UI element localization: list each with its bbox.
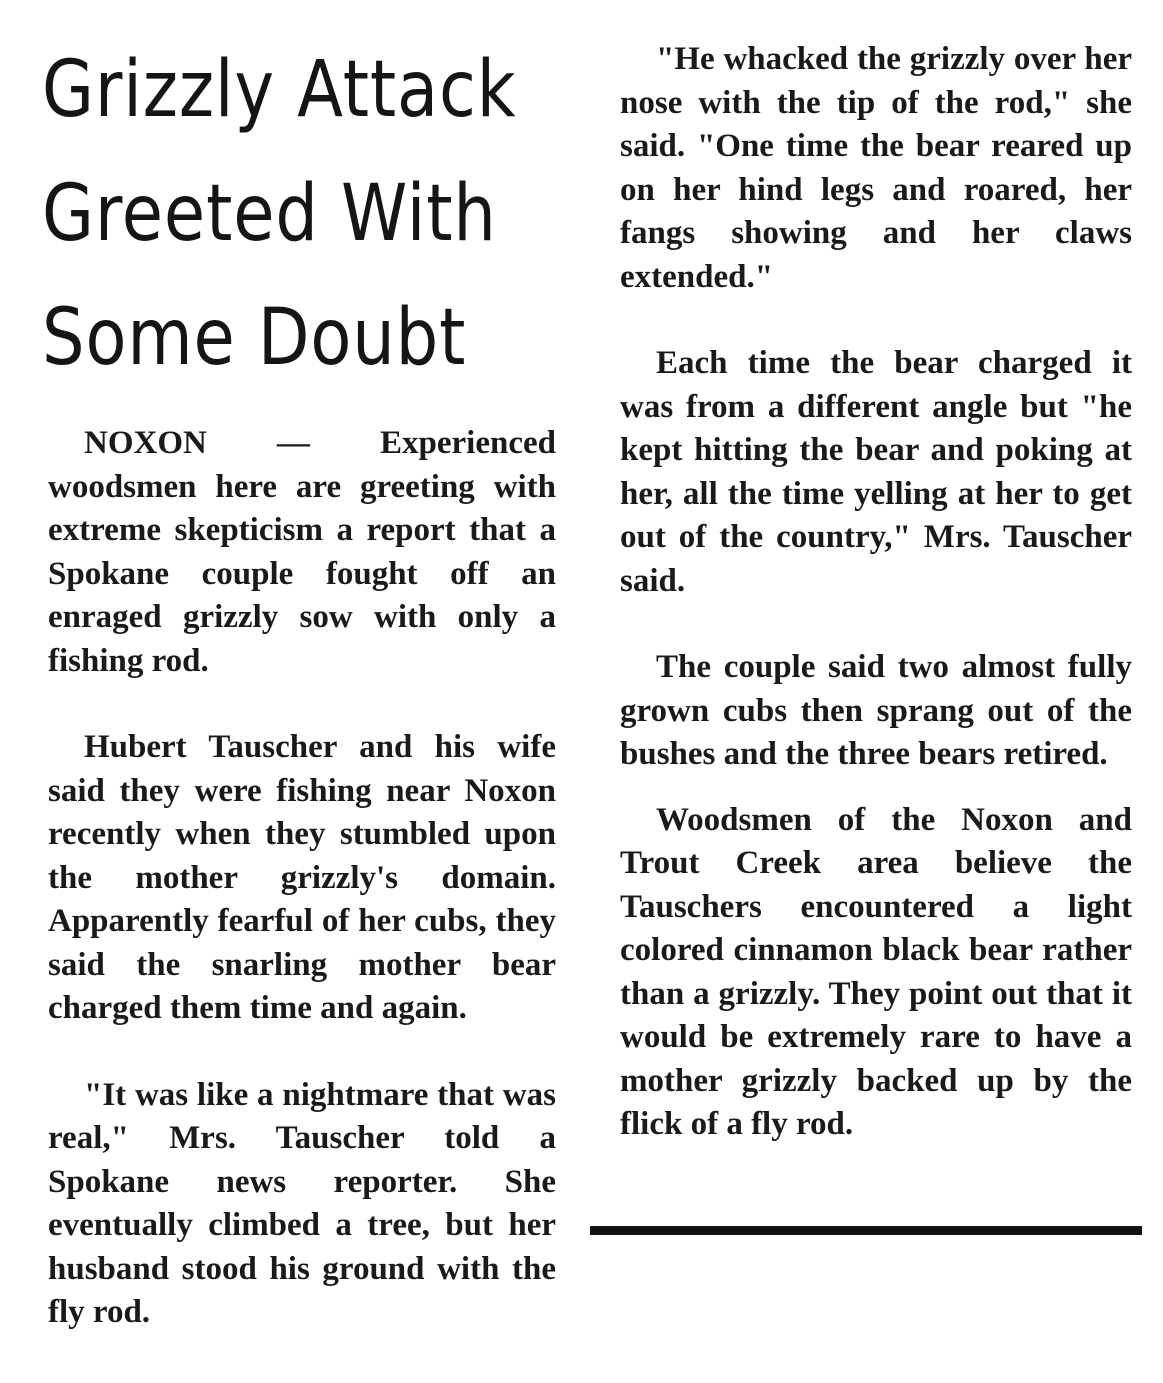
- paragraph-dateline: NOXON — Experienced woodsmen here are greeting with extreme skepticism a report that a Spokane couple fought off an enraged grizzly sow with only a fishing rod.: [48, 425, 556, 679]
- right-column: [620, 38, 1132, 1190]
- headline-line-2: Greeted With: [42, 169, 497, 259]
- paragraph: Hubert Tauscher and his wife said they were fishing near Noxon recently when they stumbled upon the mother grizzly's domain. Apparently fearful of her cubs, they said the snarling mother bear charged them time and again.: [48, 729, 556, 1026]
- headline-line-1: Grizzly Attack: [42, 45, 517, 135]
- column-end-rule: [590, 1226, 1142, 1235]
- headline: [42, 28, 524, 400]
- paragraph: Each time the bear charged it was from a different angle but "he kept hitting the bear and poking at her, all the time yelling at her to get out of the country," Mrs. Tauscher said.: [620, 345, 1132, 599]
- headline-line-3: Some Doubt: [42, 293, 467, 383]
- left-column: [48, 422, 556, 1378]
- paragraph: Woodsmen of the Noxon and Trout Creek area believe the Tauschers encountered a light colored cinnamon black bear rather than a grizzly. They point out that it would be extremely rare to have a mother grizzly backed up by the flick of a fly rod.: [620, 801, 1132, 1142]
- paragraph: "It was like a nightmare that was real," Mrs. Tauscher told a Spokane news reporter. She eventually climbed a tree, but her husband stood his ground with the fly rod.: [48, 1076, 556, 1330]
- paragraph: The couple said two almost fully grown cubs then sprang out of the bushes and the three bears retired.: [620, 649, 1132, 772]
- paragraph: "He whacked the grizzly over her nose with the tip of the rod," she said. "One time the bear reared up on her hind legs and roared, her fangs showing and her claws extended.": [620, 41, 1132, 295]
